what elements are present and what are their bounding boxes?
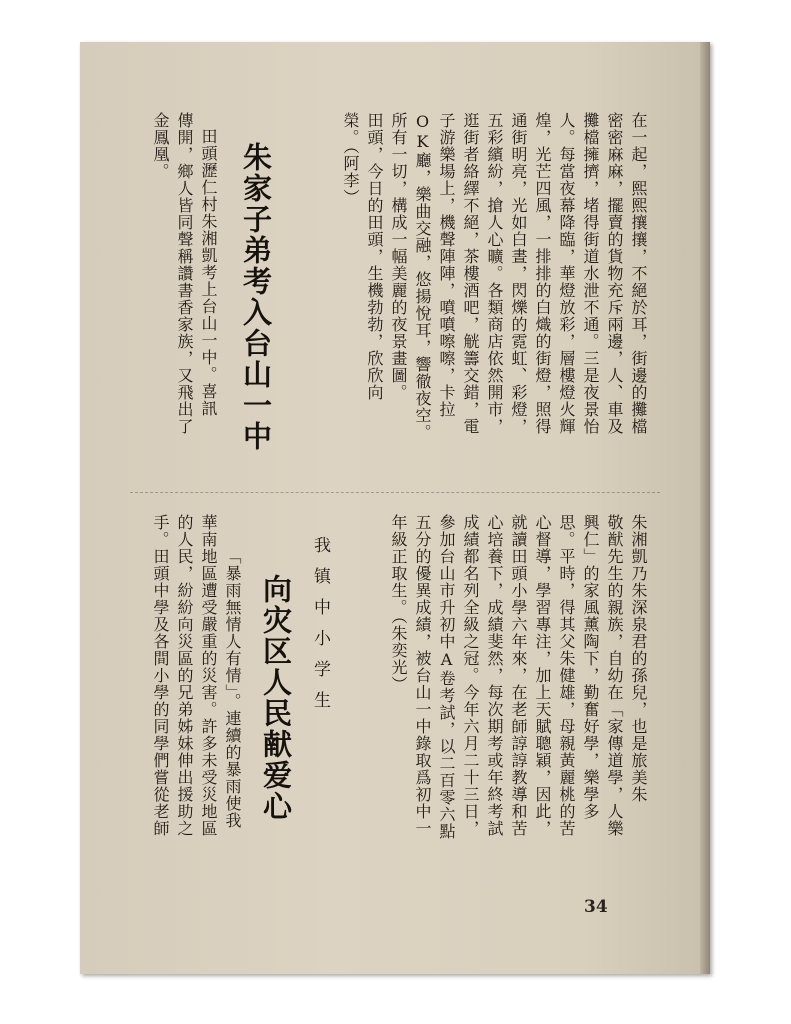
- text-column: 金鳳凰。: [151, 112, 170, 180]
- text-column: 人。每當夜幕降臨，華燈放彩，層樓燈火輝: [557, 112, 576, 435]
- text-column: 心培養下，成績斐然，每次期考或年終考試: [485, 514, 504, 837]
- text-column: 逛街者絡繹不絕，茶樓酒吧，觥籌交錯，電: [461, 112, 480, 435]
- text-column: 煌，光芒四風，一排排的白熾的街燈，照得: [533, 112, 552, 435]
- text-column: 「暴雨無情人有情」。連續的暴雨使我: [223, 548, 242, 829]
- text-column: 榮。（阿李）: [341, 112, 360, 206]
- text-column: 的人民，紛紛向災區的兄弟姊妹伸出援助之: [175, 514, 194, 837]
- aid-article-subtitle: 我镇中小学生: [310, 536, 330, 722]
- text-column: 就讀田頭小學六年來，在老師諄諄教導和苦: [509, 514, 528, 837]
- text-column: 參加台山市升初中A卷考試，以二百零六點: [437, 514, 456, 840]
- text-column: 心督導，學習專注，加上天賦聰穎，因此，: [533, 514, 552, 837]
- text-column: 五分的優異成績，被台山一中錄取爲初中一: [413, 514, 432, 837]
- text-column: 傳開，鄉人皆同聲稱讚書香家族，又飛出了: [175, 112, 194, 435]
- text-column: 攤檔擁擠，堵得街道水泄不通。三是夜景怡: [581, 112, 600, 435]
- text-column: 興仁」的家風薰陶下，勤奮好學，樂學多: [581, 514, 600, 820]
- page-number: 34: [584, 897, 608, 917]
- text-column: 田頭瀝仁村朱湘凱考上台山一中。喜訊: [199, 128, 218, 417]
- text-column: 朱湘凱乃朱深泉君的孫兒，也是旅美朱: [629, 514, 648, 803]
- text-column: OK廳，樂曲交融，悠揚悅耳，響徹夜空。: [413, 112, 432, 441]
- text-column: 在一起，熙熙攘攘，不絕於耳，街邊的攤檔: [629, 112, 648, 435]
- text-column: 密密麻麻，擺賣的貨物充斥兩邊，人、車及: [605, 112, 624, 435]
- text-column: 所有一切，構成一幅美麗的夜景畫圖。: [389, 112, 408, 401]
- zhu-article-title: 朱家子弟考入台山一中: [239, 142, 273, 452]
- text-column: 五彩繽紛，搶人心曠。各類商店依然開市，: [485, 112, 504, 435]
- text-column: 年級正取生。（朱奕光）: [389, 514, 408, 693]
- text-column: 田頭，今日的田頭，生機勃勃，欣欣向: [365, 112, 384, 401]
- text-column: 手。田頭中學及各間小學的同學們嘗從老師: [151, 514, 170, 837]
- section-divider: [130, 492, 660, 493]
- text-column: 成績都名列全級之冠。今年六月二十三日，: [461, 514, 480, 837]
- text-column: 華南地區遭受嚴重的災害。許多未受災地區: [199, 514, 218, 837]
- text-column: 子游樂場上，機聲陣陣，噴噴嚓嚓，卡拉: [437, 112, 456, 418]
- aid-article-title: 向灾区人民献爱心: [259, 574, 293, 822]
- text-column: 敬猷先生的親族，自幼在「家傳道學，人樂: [605, 514, 624, 837]
- text-column: 通街明亮，光如白晝，閃爍的霓虹、彩燈，: [509, 112, 528, 435]
- text-column: 思。平時，得其父朱健雄，母親黃麗桃的苦: [557, 514, 576, 837]
- page-spine-shadow: [700, 42, 710, 974]
